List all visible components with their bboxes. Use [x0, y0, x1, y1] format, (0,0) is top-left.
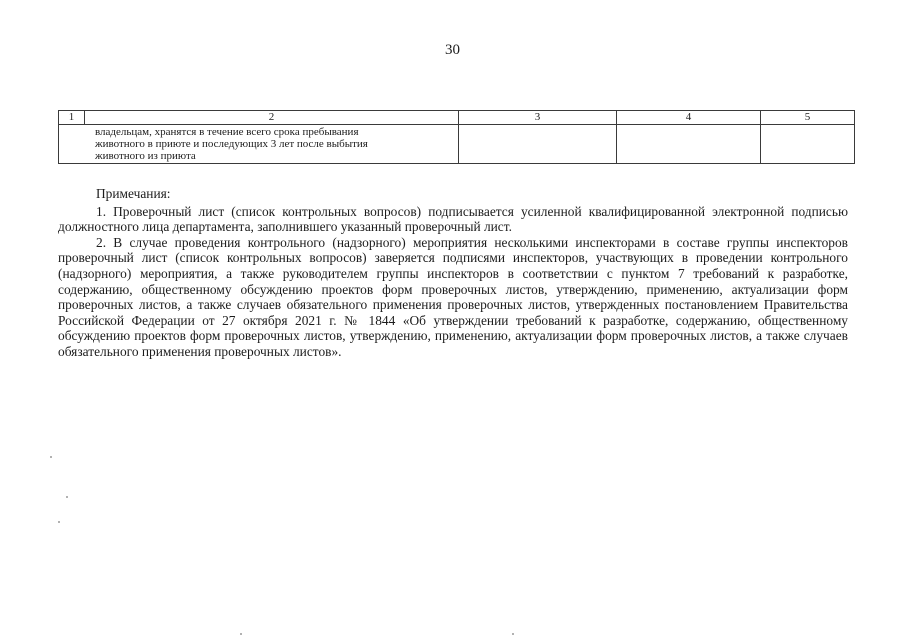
column-number-2: 2: [85, 111, 459, 125]
notes-heading: Примечания:: [96, 186, 171, 201]
requirement-line: владельцам, хранятся в течение всего срока пребывания: [95, 126, 359, 138]
table-header-row: [59, 111, 855, 125]
column-number-5: 5: [761, 111, 855, 125]
requirement-line: животного в приюте и последующих 3 лет после выбытия: [95, 138, 368, 150]
answer-cell-5: [761, 125, 855, 164]
note-item-1: 1. Проверочный лист (список контрольных вопросов) подписывается усиленной квалифицированной электронной подписью должностного лица департамента, заполнившего указанный проверочный лист.: [58, 203, 848, 235]
continuation-table: [58, 110, 855, 164]
answer-cell-3: [459, 125, 617, 164]
scan-speck: [66, 496, 68, 498]
scan-speck: [58, 521, 60, 523]
requirement-cell: [59, 125, 459, 164]
notes-section: [58, 186, 848, 360]
scan-speck: [50, 456, 52, 458]
table-row: [59, 125, 855, 164]
column-number-3: 3: [459, 111, 617, 125]
answer-cell-4: [617, 125, 761, 164]
scan-speck: [240, 633, 242, 635]
note-item-2: 2. В случае проведения контрольного (надзорного) мероприятия несколькими инспекторами в составе группы инспекторов проверочный лист (список контрольных вопросов) заверяется подписями инспекторов, участвующих в проведении контрольного (надзорного) мероприятия, а также руководителем группы инспекторов в соответствии с пунктом 7 требований к разработке, содержанию, общественному обсуждению проектов форм проверочных листов, утверждению, применению, актуализации форм проверочных листов, а также случаев обязательного применения проверочных листов, утвержденных постановлением Правительства Российской Федерации от 27 октября 2021 г. № 1844 «Об утверждении требований к разработке, содержанию, общественному обсуждению проектов форм проверочных листов, утверждению, применению, актуализации форм проверочных листов, а также случаев обязательного применения проверочных листов».: [58, 234, 848, 359]
column-number-4: 4: [617, 111, 761, 125]
requirement-line: животного из приюта: [95, 150, 196, 162]
page-number: 30: [445, 42, 460, 58]
column-number-1: 1: [59, 111, 85, 125]
scan-speck: [512, 633, 514, 635]
